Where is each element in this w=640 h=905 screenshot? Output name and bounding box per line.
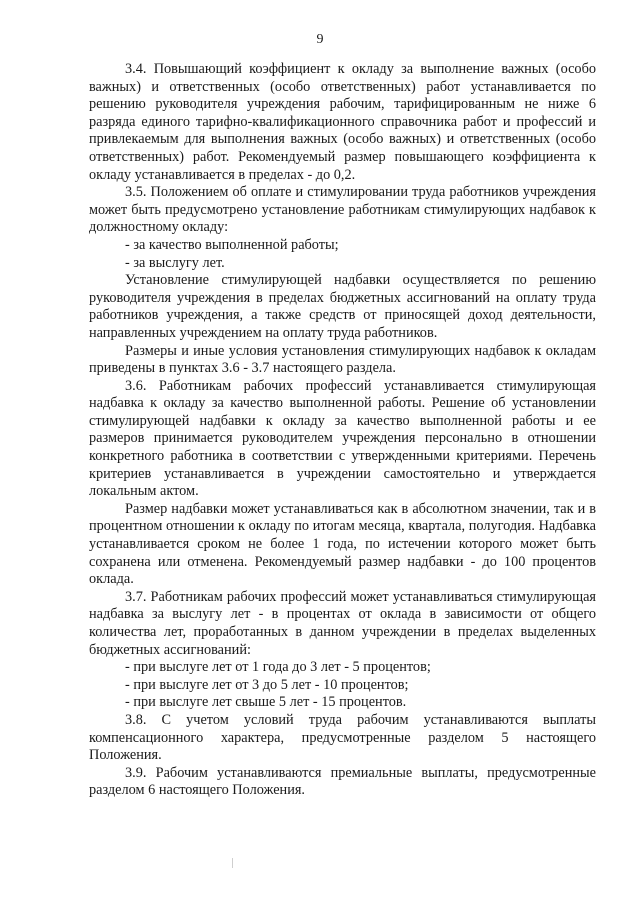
paragraph: Размер надбавки может устанавливаться как в абсолютном значении, так и в процентном отношении к окладу по итогам месяца, квартала, полугодия. Надбавка устанавливается сроком не более 1 года, по истечении которого может быть сохранена или отменена. Рекомендуемый размер надбавки - до 100 процентов оклада. — [89, 500, 596, 588]
paragraph: 3.9. Рабочим устанавливаются премиальные выплаты, предусмотренные разделом 6 настоящего Положения. — [89, 764, 596, 799]
list-item: - за качество выполненной работы; — [125, 236, 339, 253]
scan-mark — [232, 858, 233, 868]
paragraph: 3.6. Работникам рабочих профессий устанавливается стимулирующая надбавка к окладу за качество выполненной работы. Решение об установлении стимулирующей надбавки к окладу за качество выполненной работы и ее размеров принимается руководителем учреждения персонально в отношении конкретного работника в соответствии с утвержденными критериями. Перечень критериев устанавливается в учреждении самостоятельно и утверждается локальным актом. — [89, 377, 596, 500]
page-number: 9 — [316, 32, 324, 47]
list-item: - при выслуге лет свыше 5 лет - 15 процентов. — [125, 694, 407, 711]
paragraph: Установление стимулирующей надбавки осуществляется по решению руководителя учреждения в пределах бюджетных ассигнований на оплату труда работников учреждения, а также средств от приносящей доход деятельности, направленных учреждением на оплату труда работников. — [89, 272, 596, 341]
list-item: - при выслуге лет от 3 до 5 лет - 10 процентов; — [125, 676, 409, 693]
paragraph: 3.5. Положением об оплате и стимулировании труда работников учреждения может быть предусмотрено установление работникам стимулирующих надбавок к должностному окладу: — [89, 184, 596, 236]
paragraph: 3.7. Работникам рабочих профессий может устанавливаться стимулирующая надбавка за выслугу лет - в процентах от оклада в зависимости от общего количества лет, проработанных в данном учреждении в пределах выделенных бюджетных ассигнований: — [89, 588, 596, 658]
paragraph: 3.8. С учетом условий труда рабочим устанавливаются выплаты компенсационного характера, предусмотренные разделом 5 настоящего Положения. — [89, 711, 596, 764]
paragraph: 3.4. Повышающий коэффициент к окладу за выполнение важных (особо важных) и ответственных (особо ответственных) работ устанавливается по решению руководителя учреждения рабочим, тарифицированным не ниже 6 разряда единого тарифно-квалификационного справочника работ и профессий и привлекаемым для выполнения важных (особо важных) и ответственных (особо ответственных) работ. Рекомендуемый размер повышающего коэффициента к окладу устанавливается в пределах - до 0,2. — [89, 61, 596, 183]
paragraph: Размеры и иные условия установления стимулирующих надбавок к окладам приведены в пунктах 3.6 - 3.7 настоящего раздела. — [89, 342, 596, 377]
list-item: - за выслугу лет. — [125, 254, 225, 271]
list-item: - при выслуге лет от 1 года до 3 лет - 5 процентов; — [125, 659, 431, 676]
document-body — [89, 61, 596, 800]
